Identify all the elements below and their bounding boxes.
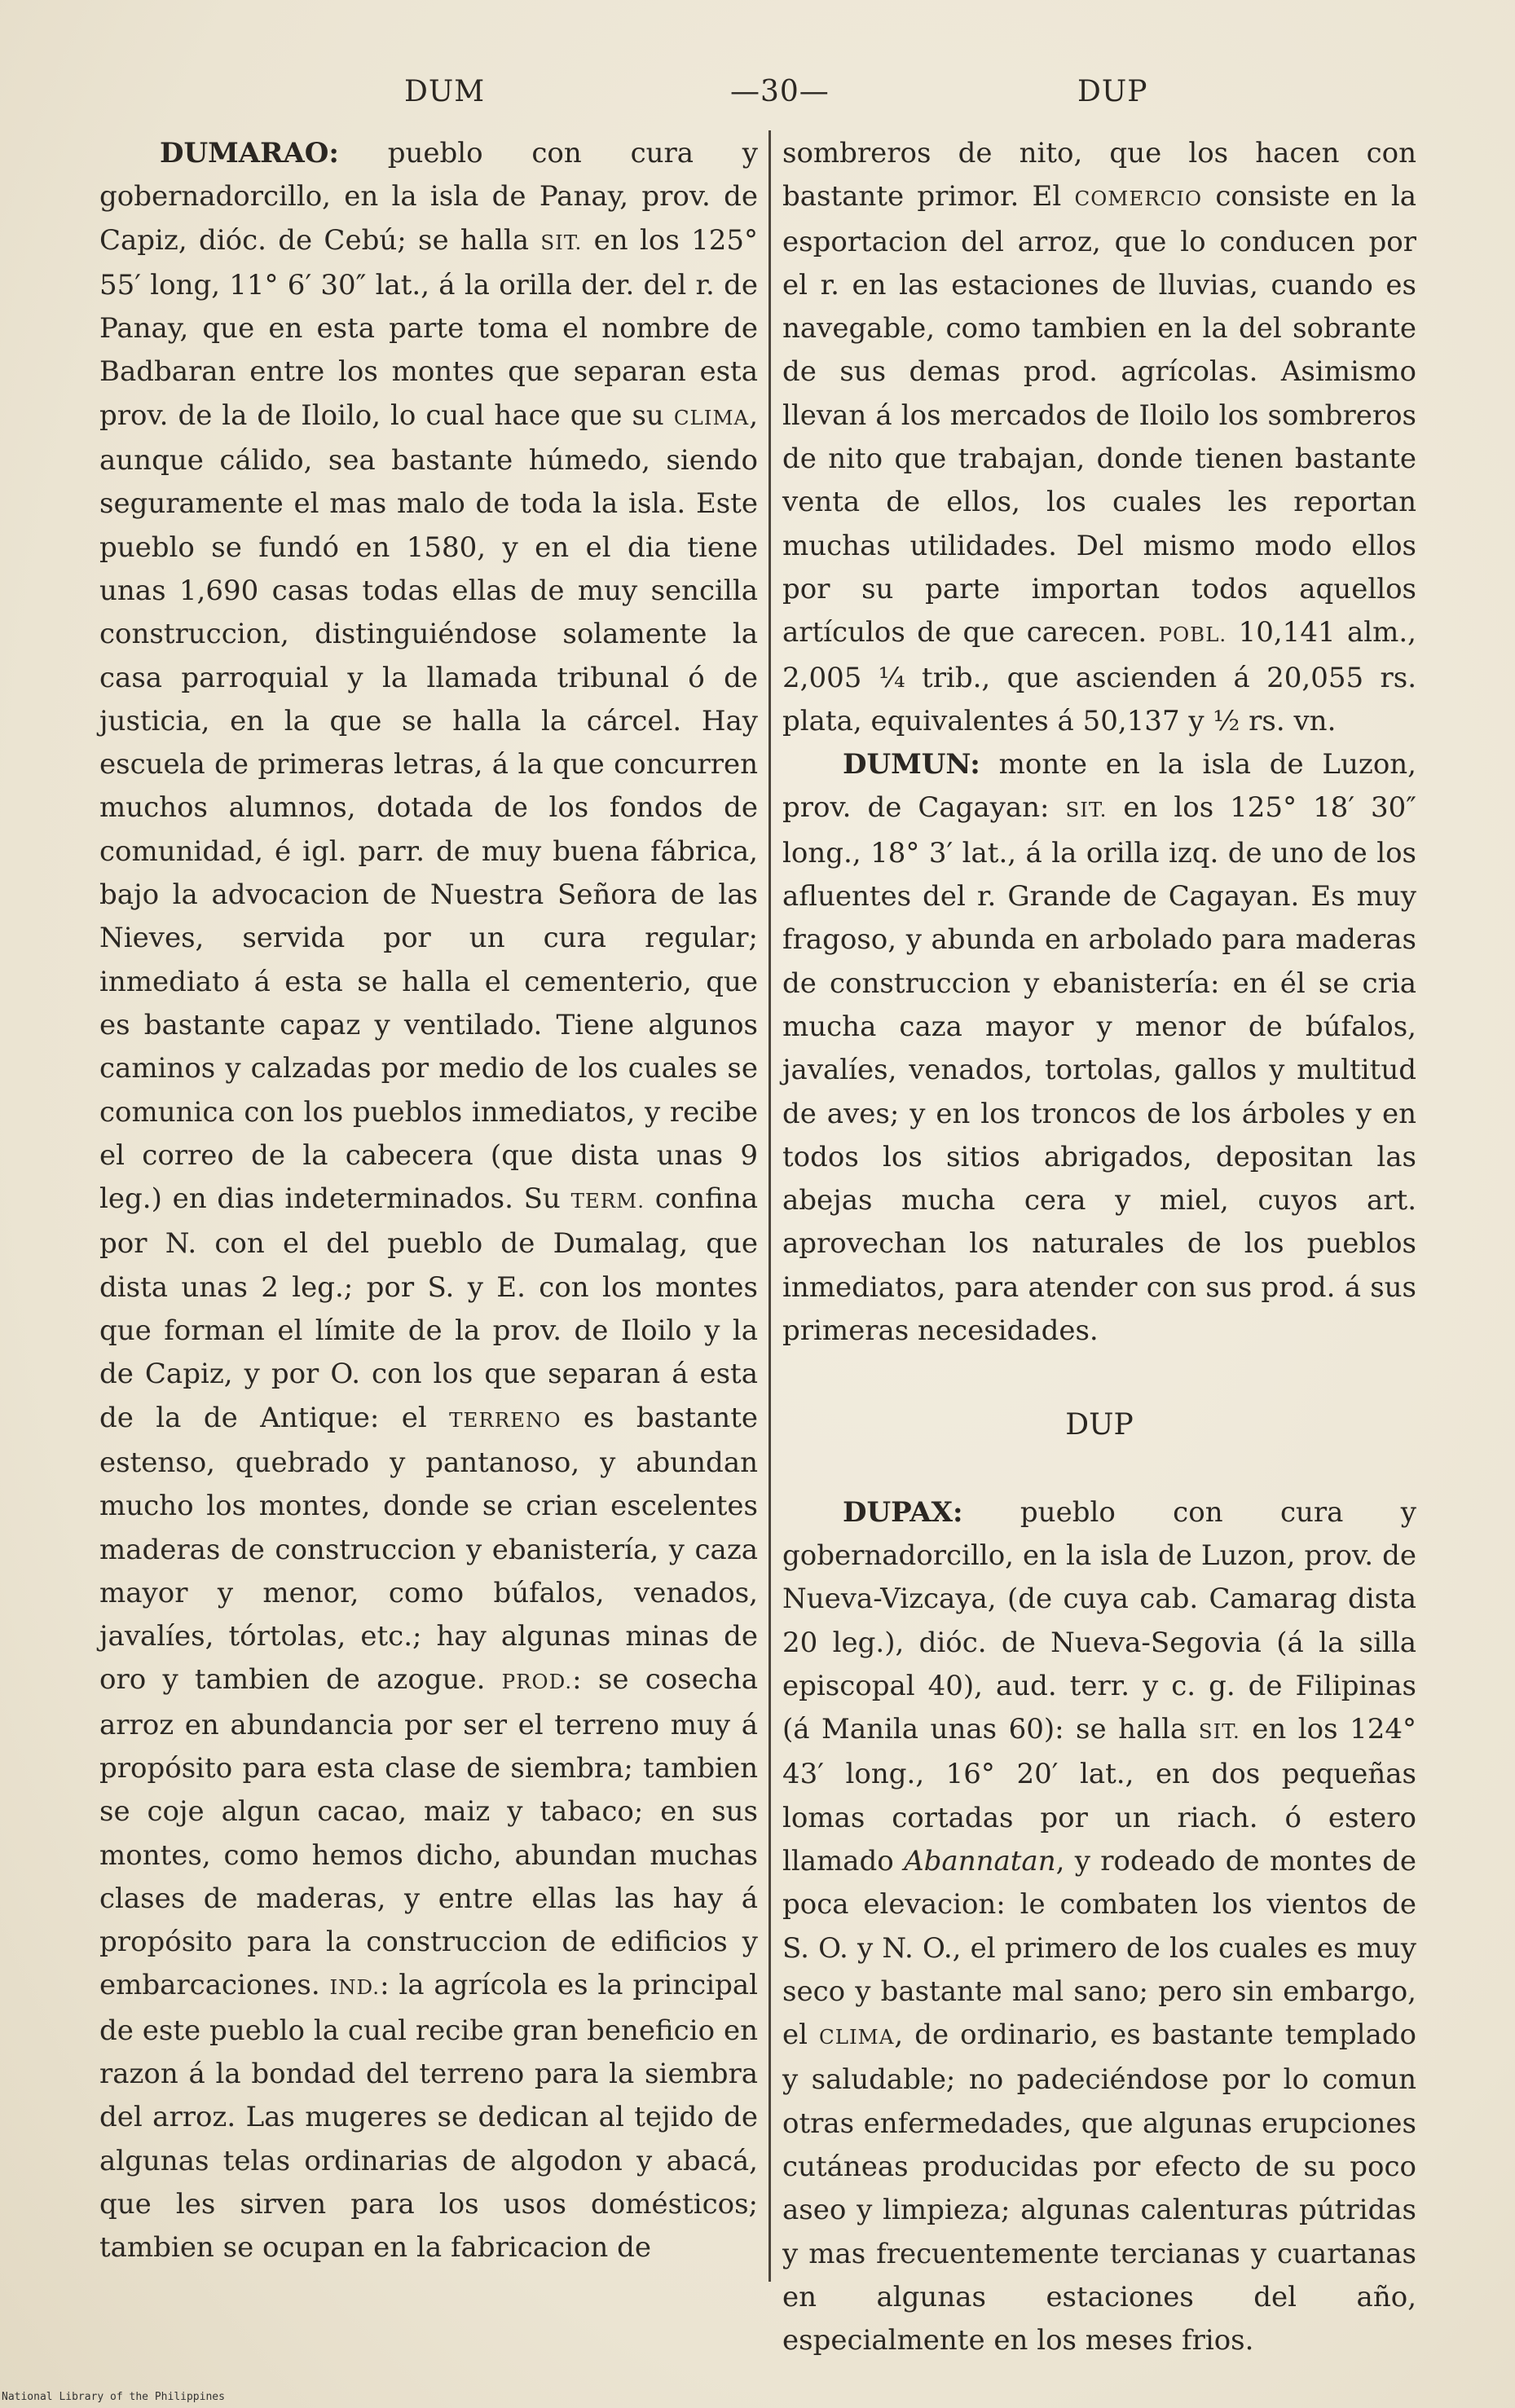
column-divider — [769, 130, 771, 2282]
abbr-ind: IND. — [329, 1975, 381, 2000]
section-heading: DUP — [1065, 1408, 1134, 1442]
abbr-clima: CLIMA — [819, 2025, 895, 2049]
abbr-sit: SIT. — [1065, 798, 1108, 822]
entry-dupax: DUPAX: pueblo con cura y gobernadorcillo, en la isla de Luzon, prov. de Nueva-Vizcaya, (de cuya cab. Camarag dista 20 leg.), dióc. de Nueva-Segovia (á la silla episcopal 40), aud. terr. y c. g. de Filipinas (á Manila unas 60): se halla SIT. en los 124° 43′ long., 16° 20′ lat., en dos pequeñas lomas cortadas por un riach. ó estero llamado Abannatan, y rodeado de montes de poca elevacion: le combaten los vientos de S. O. y N. O., el primero de los cuales es muy seco y bastante mal sano; pero sin embargo, el CLIMA, de ordinario, es bastante templado y saludable; no padeciéndose por lo comun otras enfermedades, que algunas erupciones cutáneas producidas por efecto de su poco aseo y limpieza; algunas calenturas pútridas y mas frecuentemente tercianas y cuartanas en algunas estaciones del año, especialmente en los meses frios. — [782, 1495, 1417, 2357]
abbr-term: TERM. — [570, 1189, 645, 1213]
entry-continuation: sombreros de nito, que los hacen con bastante primor. El COMERCIO consiste en la esportacion del arroz, que lo conducen por el r. en las estaciones de lluvias, cuando es navegable, como tambien en la del sobrante de sus demas prod. agrícolas. Asimismo llevan á los mercados de Iloilo los sombreros de nito que trabajan, donde tienen bastante venta de ellos, los cuales les reportan muchas utilidades. Del mismo modo ellos por su parte importan todos aquellos artículos de que carecen. POBL. 10,141 alm., 2,005 ¼ trib., que ascienden á 20,055 rs. plata, equivalentes á 50,137 y ½ rs. vn. — [782, 137, 1416, 737]
running-head-left: DUM — [404, 75, 486, 108]
entry-term: DUMARAO: — [160, 137, 339, 169]
entry-dumarao: DUMARAO: pueblo con cura y gobernadorcillo, en la isla de Panay, prov. de Capiz, dióc. de Cebú; se halla SIT. en los 125° 55′ long, 11° 6′ 30″ lat., á la orilla der. del r. de Panay, que en esta parte toma el nombre de Badbaran entre los montes que separan esta prov. de la de Iloilo, lo cual hace que su CLIMA, aunque cálido, sea bastante húmedo, siendo seguramente el mas malo de toda la isla. Este pueblo se fundó en 1580, y en el dia tiene unas 1,690 casas todas ellas de muy sencilla construccion, distinguiéndose solamente la casa parroquial y la llamada tribunal ó de justicia, en la que se halla la cárcel. Hay escuela de primeras letras, á la que concurren muchos alumnos, dotada de los fondos de comunidad, é igl. parr. de muy buena fábrica, bajo la advocacion de Nuestra Señora de las Nieves, servida por un cura regular; inmediato á esta se halla el cementerio, que es bastante capaz y ventilado. Tiene algunos caminos y calzadas por medio de los cuales se comunica con los pueblos inmediatos, y recibe el correo de la cabecera (que dista unas 9 leg.) en dias indeterminados. Su TERM. confina por N. con el del pueblo de Dumalag, que dista unas 2 leg.; por S. y E. con los montes que forman el límite de la prov. de Iloilo y la de Capiz, y por O. con los que separan á esta de la de Antique: el TERRENO es bastante estenso, quebrado y pantanoso, y abundan mucho los montes, donde se crian escelentes maderas de construccion y ebanistería, y caza mayor y menor, como búfalos, venados, javalíes, tórtolas, etc.; hay algunas minas de oro y tambien de azogue. PROD.: se cosecha arroz en abundancia por ser el terreno muy á propósito para esta clase de siembra; tambien se coje algun cacao, maiz y tabaco; en sus montes, como hemos dicho, abundan muchas clases de maderas, y entre ellas las hay á propósito para la construccion de edificios y embarcaciones. IND.: la agrícola es la principal de este pueblo la cual recibe gran beneficio en razon á la bondad del terreno para la siembra del arroz. Las mugeres se dedican al tejido de algunas telas ordinarias de algodon y abacá, que les sirven para los usos domésticos; tambien se ocupan en la fabricacion de — [99, 137, 759, 2265]
left-column — [99, 132, 758, 2270]
page-number: —30— — [730, 75, 830, 108]
abbr-prod: PROD. — [501, 1670, 573, 1694]
abbr-sit: SIT. — [540, 230, 583, 254]
abbr-pobl: POBL. — [1158, 623, 1227, 647]
entry-term: DUMUN: — [843, 748, 980, 781]
page-header — [0, 75, 1515, 124]
library-watermark: National Library of the Philippines — [2, 2391, 225, 2403]
abbr-clima: CLIMA — [673, 405, 750, 429]
abbr-terreno: TERRENO — [449, 1407, 562, 1432]
entry-dumun: DUMUN: monte en la isla de Luzon, prov. de Cagayan: SIT. en los 125° 18′ 30″ long., 18° 3′ lat., á la orilla izq. de uno de los afluentes del r. Grande de Cagayan. Es muy fragoso, y abunda en arbolado para maderas de construccion y ebanistería: en él se cria mucha caza mayor y menor de búfalos, javalíes, venados, tortolas, gallos y multitud de aves; y en los troncos de los árboles y en todos los sitios abrigados, depositan las abejas mucha cera y miel, cuyos art. aprovechan los naturales de los pueblos inmediatos, para atender con sus prod. á sus primeras necesidades. — [782, 748, 1416, 1348]
right-column — [782, 132, 1416, 2363]
place-name-italic: Abannatan — [904, 1844, 1056, 1878]
running-head-right: DUP — [1077, 75, 1148, 108]
entry-term: DUPAX: — [843, 1495, 963, 1529]
abbr-comercio: COMERCIO — [1074, 187, 1203, 211]
abbr-sit: SIT. — [1198, 1719, 1240, 1744]
